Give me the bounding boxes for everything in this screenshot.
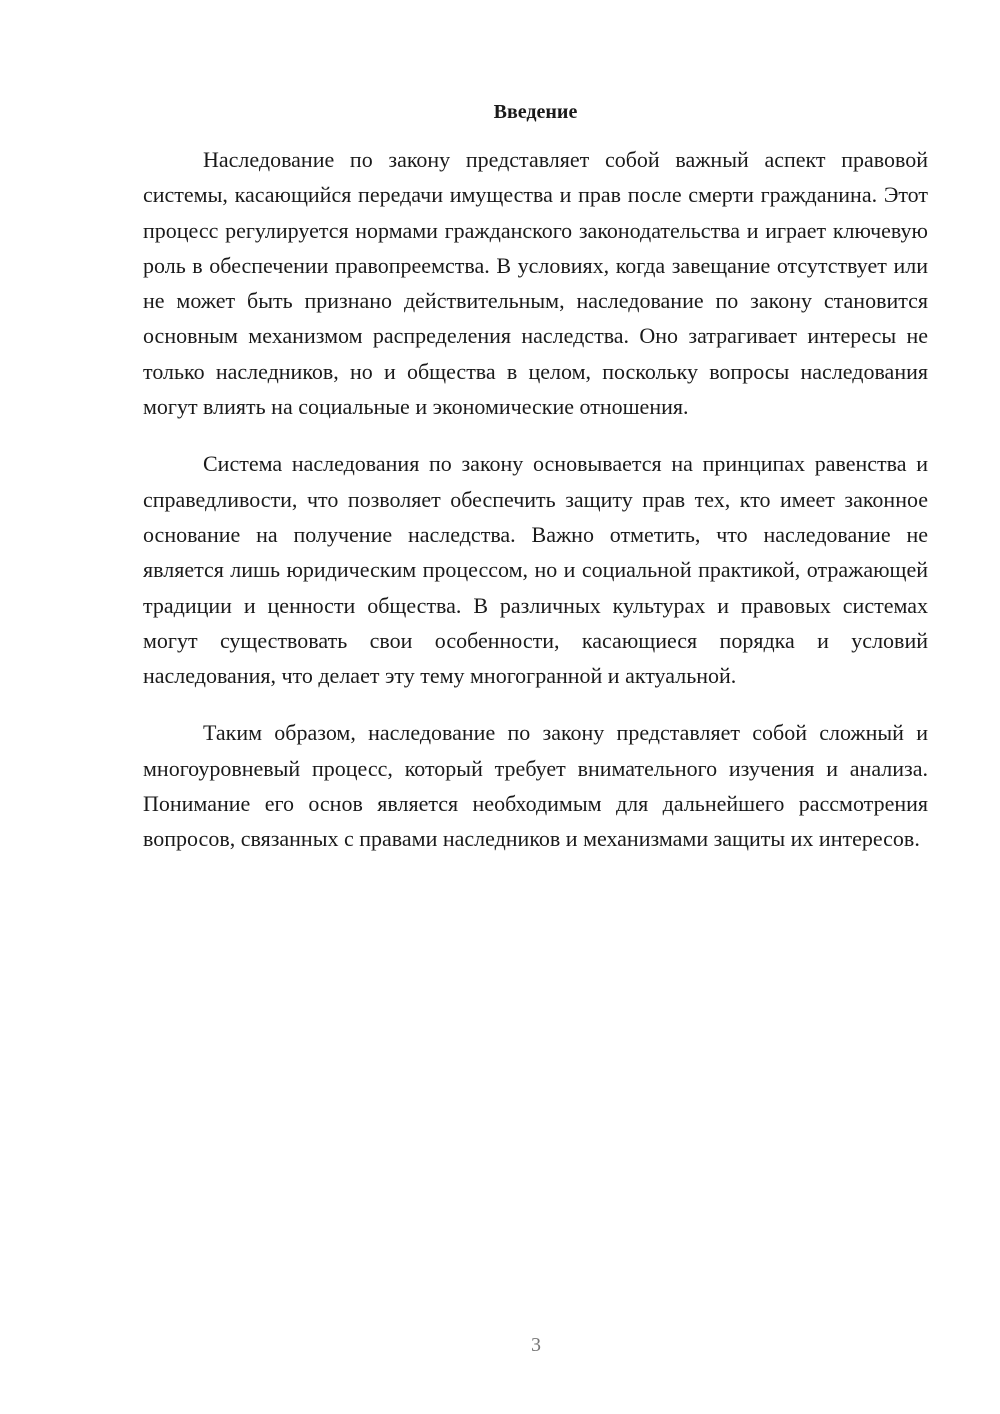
- paragraph-1: Наследование по закону представляет собой важный аспект правовой системы, касающийся передачи имущества и прав после смерти гражданина. Этот процесс регулируется нормами гражданского законодательства и играет ключевую роль в обеспечении правопреемства. В условиях, когда завещание отсутствует или не может быть признано действительным, наследование по закону становится основным механизмом распределения наследства. Оно затрагивает интересы не только наследников, но и общества в целом, поскольку вопросы наследования могут влиять на социальные и экономические отношения.: [143, 147, 928, 420]
- paragraph-3: Таким образом, наследование по закону представляет собой сложный и многоуровневый процесс, который требует внимательного изучения и анализа. Понимание его основ является необходимым для дальнейшего рассмотрения вопросов, связанных с правами наследников и механизмами защиты их интересов.: [143, 720, 928, 852]
- body-text: [143, 142, 928, 879]
- paragraph-2: Система наследования по закону основывается на принципах равенства и справедливости, что позволяет обеспечить защиту прав тех, кто имеет законное основание на получение наследства. Важно отметить, что наследование не является лишь юридическим процессом, но и социальной практикой, отражающей традиции и ценности общества. В различных культурах и правовых системах могут существовать свои особенности, касающиеся порядка и условий наследования, что делает эту тему многогранной и актуальной.: [143, 451, 928, 689]
- page-number: 3: [531, 1334, 541, 1356]
- section-title: Введение: [493, 101, 578, 123]
